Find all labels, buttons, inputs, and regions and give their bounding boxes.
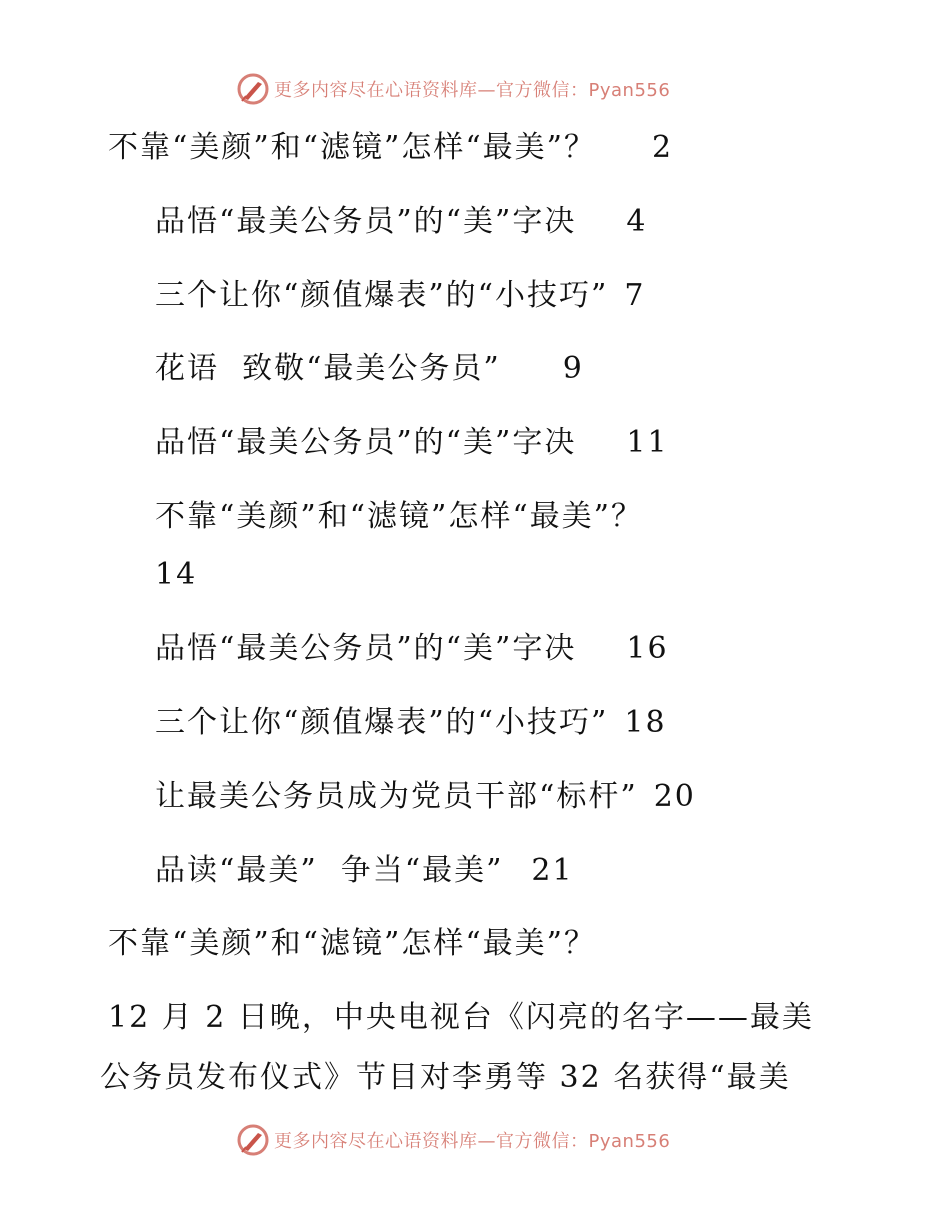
- toc-entry-7[interactable]: [155, 631, 669, 667]
- toc-title: 品悟“最美公务员”的“美”字决: [155, 631, 577, 666]
- toc-page-number: 18: [624, 705, 667, 740]
- toc-page-number: 9: [562, 351, 584, 386]
- toc-page-number: 4: [626, 204, 648, 239]
- toc-title: 花语 致敬“最美公务员”: [155, 351, 501, 386]
- watermark-text: 更多内容尽在心语资料库—官方微信：Pyan556: [274, 1131, 671, 1152]
- toc-entry-6[interactable]: [155, 499, 643, 535]
- toc-title: 品读“最美” 争当“最美”: [155, 853, 504, 888]
- toc-page-number: 2: [652, 130, 674, 165]
- toc-entry-1[interactable]: [108, 130, 673, 166]
- toc-title: 三个让你“颜值爆表”的“小技巧”: [155, 705, 609, 740]
- toc-entry-5[interactable]: [155, 425, 669, 461]
- toc-title: 不靠“美颜”和“滤镜”怎样“最美”？: [108, 130, 597, 165]
- toc-page-number: 14: [155, 557, 198, 592]
- watermark-text: 更多内容尽在心语资料库—官方微信：Pyan556: [274, 80, 671, 101]
- pen-logo-icon: [236, 1123, 270, 1157]
- watermark-footer: [236, 1123, 670, 1157]
- toc-page-number: 20: [653, 779, 696, 814]
- toc-title: 三个让你“颜值爆表”的“小技巧”: [155, 278, 609, 313]
- toc-title: 不靠“美颜”和“滤镜”怎样“最美”？: [155, 499, 644, 534]
- toc-entry-10[interactable]: [155, 853, 574, 889]
- article-paragraph-line-1: 12 月 2 日晚，中央电视台《闪亮的名字——最美: [108, 1000, 814, 1035]
- toc-page-number: 16: [626, 631, 669, 666]
- toc-title: 品悟“最美公务员”的“美”字决: [155, 425, 577, 460]
- toc-title: 品悟“最美公务员”的“美”字决: [155, 204, 577, 239]
- toc-entry-4[interactable]: [155, 351, 584, 387]
- toc-entry-2[interactable]: [155, 204, 647, 240]
- toc-entry-8[interactable]: [155, 705, 667, 741]
- toc-page-number: 7: [624, 278, 646, 313]
- article-paragraph-line-2: 公务员发布仪式》节目对李勇等 32 名获得“最美: [100, 1060, 791, 1095]
- toc-entry-6-page[interactable]: [155, 557, 197, 593]
- toc-title: 让最美公务员成为党员干部“标杆”: [155, 779, 638, 814]
- toc-page-number: 21: [531, 853, 574, 888]
- toc-page-number: 11: [626, 425, 669, 460]
- toc-entry-3[interactable]: [155, 278, 645, 314]
- article-heading: 不靠“美颜”和“滤镜”怎样“最美”？: [108, 926, 597, 961]
- toc-entry-9[interactable]: [155, 779, 696, 815]
